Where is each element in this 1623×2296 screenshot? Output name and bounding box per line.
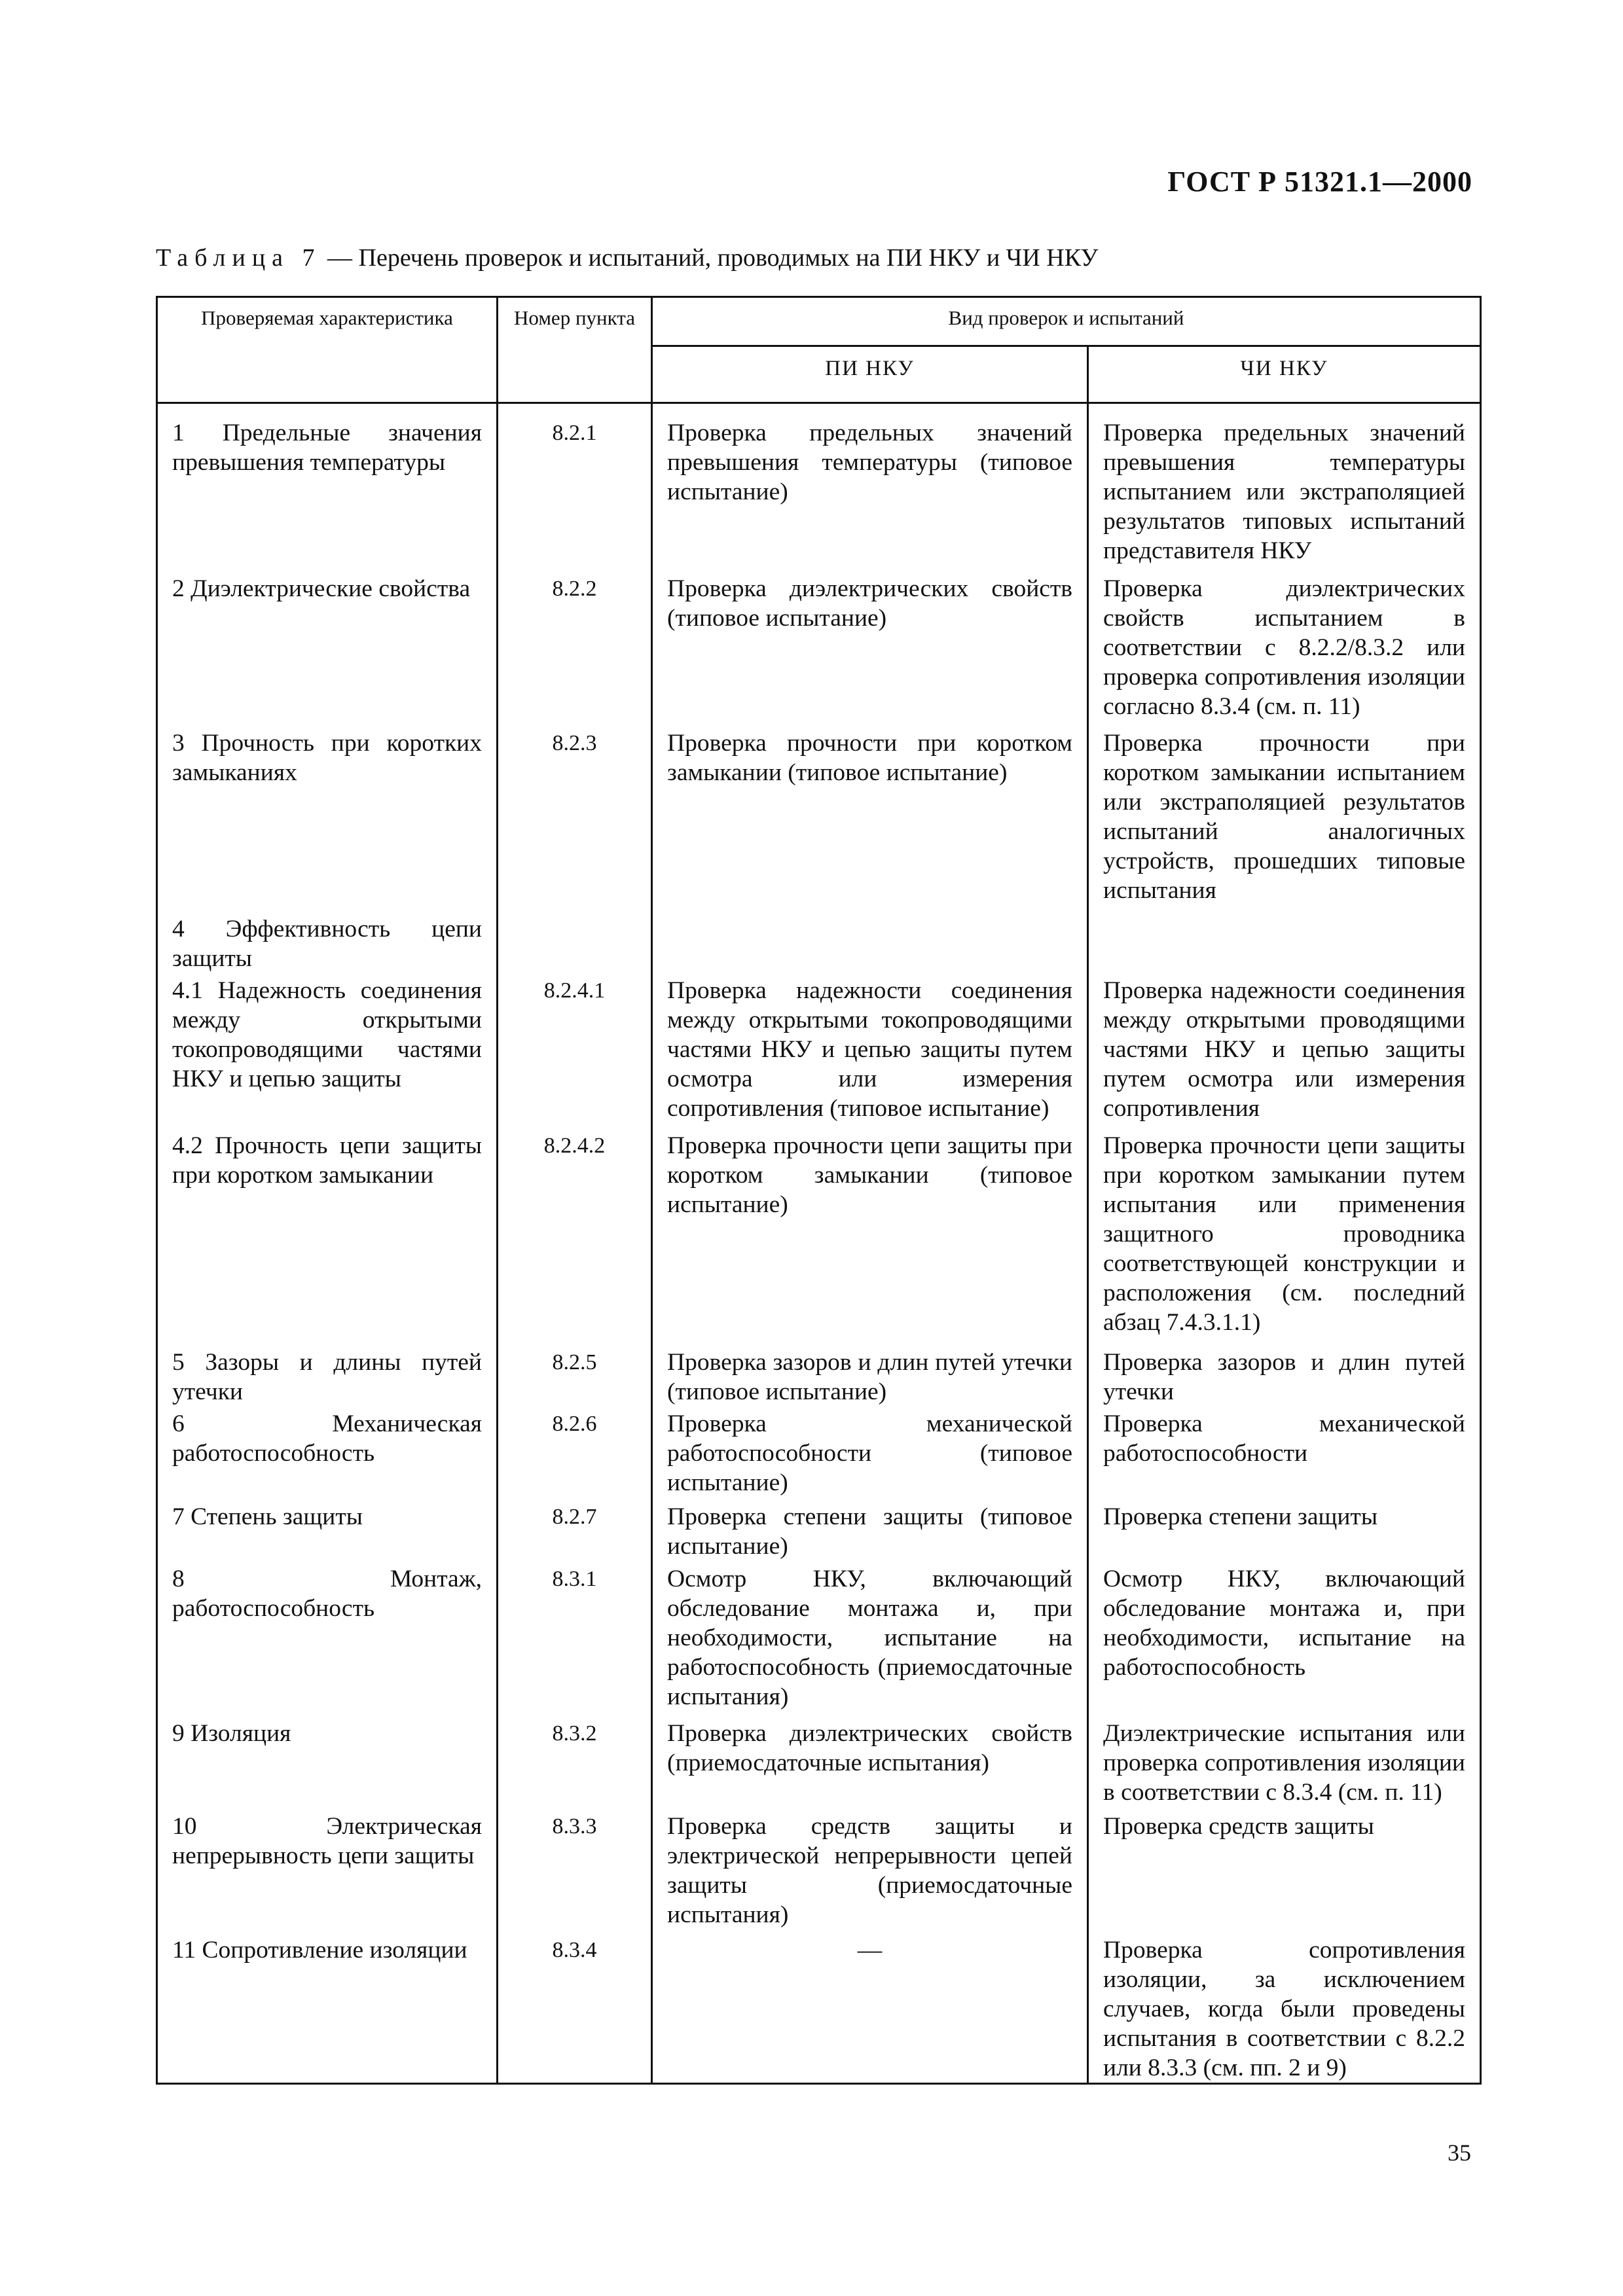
table-row — [157, 1719, 1481, 1812]
table-row — [157, 1502, 1481, 1564]
row-characteristic: 9 Изоляция — [157, 1719, 498, 1812]
row-characteristic: 6 Механическая работоспособность — [157, 1409, 498, 1502]
table-row — [157, 1348, 1481, 1410]
table-caption-text: — Перечень проверок и испытаний, проводимых на ПИ НКУ и ЧИ НКУ — [321, 244, 1099, 272]
table-row — [157, 1812, 1481, 1935]
row-chi: Проверка предельных значений превышения температуры испытанием или экстраполяцией результатов типовых испытаний представителя НКУ — [1088, 403, 1481, 574]
row-chi — [1088, 914, 1481, 977]
header-characteristic: Проверяемая характеристика — [157, 297, 498, 403]
row-chi: Осмотр НКУ, включающий обследование монтажа и, при необходимости, испытание на работоспособность — [1088, 1564, 1481, 1719]
header-chi: ЧИ НКУ — [1088, 346, 1481, 403]
row-chi: Проверка зазоров и длин путей утечки — [1088, 1348, 1481, 1410]
table-row — [157, 728, 1481, 914]
row-clause: 8.2.4.1 — [498, 976, 652, 1130]
table-row — [157, 1409, 1481, 1502]
row-pi: Проверка прочности цепи защиты при коротком замыкании (типовое испытание) — [652, 1131, 1088, 1348]
row-characteristic: 8 Монтаж, работоспособность — [157, 1564, 498, 1719]
table-row — [157, 403, 1481, 574]
row-clause — [498, 914, 652, 977]
row-chi: Проверка прочности при коротком замыкании испытанием или экстраполяцией результатов испытаний аналогичных устройств, прошедших типовые испытания — [1088, 728, 1481, 914]
row-characteristic: 4.2 Прочность цепи защиты при коротком замыкании — [157, 1131, 498, 1348]
row-chi: Проверка механической работоспособности — [1088, 1409, 1481, 1502]
row-chi: Проверка средств защиты — [1088, 1812, 1481, 1935]
table-row — [157, 1935, 1481, 2084]
row-characteristic: 4.1 Надежность соединения между открытыми токопроводящими частями НКУ и цепью защиты — [157, 976, 498, 1130]
row-clause: 8.2.1 — [498, 403, 652, 574]
row-clause: 8.2.4.2 — [498, 1131, 652, 1348]
header-pi: ПИ НКУ — [652, 346, 1088, 403]
table-row — [157, 574, 1481, 728]
row-characteristic: 2 Диэлектрические свойства — [157, 574, 498, 728]
page-number: 35 — [1448, 2140, 1471, 2166]
header-test-types: Вид проверок и испытаний — [652, 297, 1481, 346]
row-clause: 8.3.3 — [498, 1812, 652, 1935]
row-pi: Проверка прочности при коротком замыкании (типовое испытание) — [652, 728, 1088, 914]
row-pi — [652, 914, 1088, 977]
row-pi: Проверка предельных значений превышения температуры (типовое испытание) — [652, 403, 1088, 574]
table-caption-prefix: Таблица 7 — [156, 244, 321, 272]
row-pi: Проверка зазоров и длин путей утечки (типовое испытание) — [652, 1348, 1088, 1410]
row-pi: Проверка диэлектрических свойств (приемосдаточные испытания) — [652, 1719, 1088, 1812]
row-clause: 8.3.2 — [498, 1719, 652, 1812]
table-row — [157, 976, 1481, 1130]
table-row — [157, 914, 1481, 977]
row-chi: Проверка диэлектрических свойств испытанием в соответствии с 8.2.2/8.3.2 или проверка сопротивления изоляции согласно 8.3.4 (см. п. 11) — [1088, 574, 1481, 728]
row-chi: Проверка сопротивления изоляции, за исключением случаев, когда были проведены испытания в соответствии с 8.2.2 или 8.3.3 (см. пп. 2 и 9) — [1088, 1935, 1481, 2084]
document-id: ГОСТ Р 51321.1—2000 — [1167, 166, 1472, 198]
header-clause: Номер пункта — [498, 297, 652, 403]
row-characteristic: 11 Сопротивление изоляции — [157, 1935, 498, 2084]
row-pi: — — [652, 1935, 1088, 2084]
row-chi: Проверка степени защиты — [1088, 1502, 1481, 1564]
row-clause: 8.2.6 — [498, 1409, 652, 1502]
row-clause: 8.2.7 — [498, 1502, 652, 1564]
row-pi: Проверка степени защиты (типовое испытание) — [652, 1502, 1088, 1564]
row-characteristic: 1 Предельные значения превышения температуры — [157, 403, 498, 574]
row-clause: 8.3.1 — [498, 1564, 652, 1719]
row-chi: Проверка надежности соединения между открытыми проводящими частями НКУ и цепью защиты путем осмотра или измерения сопротивления — [1088, 976, 1481, 1130]
row-pi: Проверка надежности соединения между открытыми токопроводящими частями НКУ и цепью защиты путем осмотра или измерения сопротивления (типовое испытание) — [652, 976, 1088, 1130]
row-characteristic: 4 Эффективность цепи защиты — [157, 914, 498, 977]
row-characteristic: 5 Зазоры и длины путей утечки — [157, 1348, 498, 1410]
table-row — [157, 1131, 1481, 1348]
row-pi: Проверка средств защиты и электрической непрерывности цепей защиты (приемосдаточные испытания) — [652, 1812, 1088, 1935]
row-characteristic: 7 Степень защиты — [157, 1502, 498, 1564]
row-pi: Осмотр НКУ, включающий обследование монтажа и, при необходимости, испытание на работоспособность (приемосдаточные испытания) — [652, 1564, 1088, 1719]
row-characteristic: 10 Электрическая непрерывность цепи защиты — [157, 1812, 498, 1935]
row-clause: 8.2.5 — [498, 1348, 652, 1410]
row-clause: 8.3.4 — [498, 1935, 652, 2084]
table-caption — [156, 243, 1098, 272]
row-characteristic: 3 Прочность при коротких замыканиях — [157, 728, 498, 914]
row-chi: Диэлектрические испытания или проверка сопротивления изоляции в соответствии с 8.3.4 (см. п. 11) — [1088, 1719, 1481, 1812]
checks-table — [156, 296, 1482, 2085]
row-clause: 8.2.3 — [498, 728, 652, 914]
table-row — [157, 1564, 1481, 1719]
row-clause: 8.2.2 — [498, 574, 652, 728]
row-chi: Проверка прочности цепи защиты при коротком замыкании путем испытания или применения защитного проводника соответствующей конструкции и расположения (см. последний абзац 7.4.3.1.1) — [1088, 1131, 1481, 1348]
row-pi: Проверка механической работоспособности (типовое испытание) — [652, 1409, 1088, 1502]
row-pi: Проверка диэлектрических свойств (типовое испытание) — [652, 574, 1088, 728]
